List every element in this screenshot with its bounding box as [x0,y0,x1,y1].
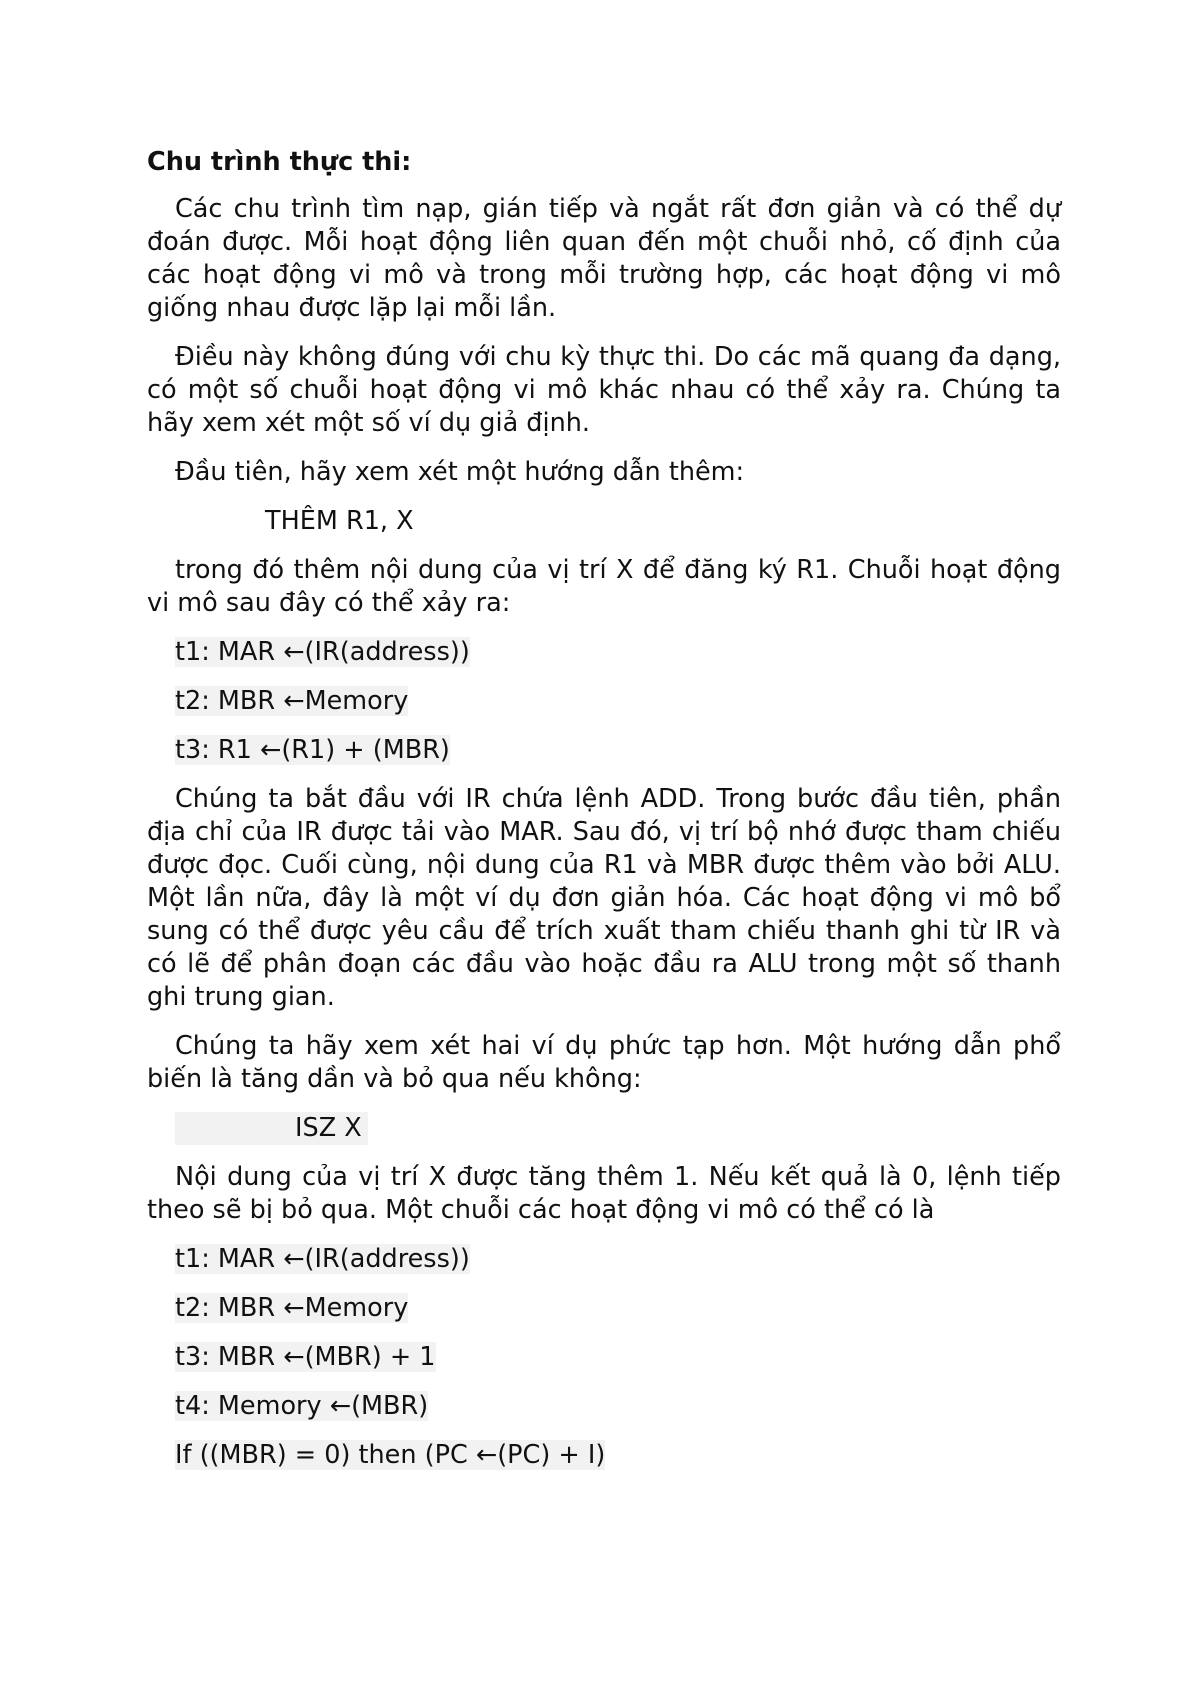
isz-step-if-text: If ((MBR) = 0) then (PC ←(PC) + I) [175,1440,606,1470]
isz-step-t3-text: t3: MBR ←(MBR) + 1 [175,1342,436,1372]
paragraph-6: Chúng ta hãy xem xét hai ví dụ phức tạp hơn. Một hướng dẫn phổ biến là tăng dần và bỏ qua nếu không: [147,1031,1061,1094]
add-step-t3-text: t3: R1 ←(R1) + (MBR) [175,735,450,765]
document-page [147,140,1061,1488]
isz-step-if [147,1439,1061,1472]
isz-step-t1 [147,1243,1061,1276]
instruction-them-text: THÊM R1, X [265,506,414,536]
instruction-isz [147,1112,1061,1145]
instruction-isz-text: ISZ X [175,1112,368,1145]
paragraph-7: Nội dung của vị trí X được tăng thêm 1. Nếu kết quả là 0, lệnh tiếp theo sẽ bị bỏ qua. Một chuỗi các hoạt động vi mô có thể có là [147,1162,1061,1225]
isz-step-t4-text: t4: Memory ←(MBR) [175,1391,429,1421]
isz-step-t1-text: t1: MAR ←(IR(address)) [175,1244,470,1274]
isz-step-t2-text: t2: MBR ←Memory [175,1293,409,1323]
add-step-t2 [147,685,1061,718]
add-step-t1-text: t1: MAR ←(IR(address)) [175,637,470,667]
add-step-t3 [147,734,1061,767]
paragraph-2: Điều này không đúng với chu kỳ thực thi. Do các mã quang đa dạng, có một số chuỗi hoạt động vi mô khác nhau có thể xảy ra. Chúng ta hãy xem xét một số ví dụ giả định. [147,342,1061,438]
isz-step-t4 [147,1390,1061,1423]
paragraph-1: Các chu trình tìm nạp, gián tiếp và ngắt rất đơn giản và có thể dự đoán được. Mỗi hoạt động liên quan đến một chuỗi nhỏ, cố định của các hoạt động vi mô và trong mỗi trường hợp, các hoạt động vi mô giống nhau được lặp lại mỗi lần. [147,194,1061,323]
paragraph-4: trong đó thêm nội dung của vị trí X để đăng ký R1. Chuỗi hoạt động vi mô sau đây có thể xảy ra: [147,555,1061,618]
section-heading: Chu trình thực thi: [147,147,412,177]
add-step-t2-text: t2: MBR ←Memory [175,686,409,716]
paragraph-3: Đầu tiên, hãy xem xét một hướng dẫn thêm: [175,457,745,487]
add-step-t1 [147,636,1061,669]
isz-step-t3 [147,1341,1061,1374]
paragraph-5: Chúng ta bắt đầu với IR chứa lệnh ADD. Trong bước đầu tiên, phần địa chỉ của IR được tải vào MAR. Sau đó, vị trí bộ nhớ được tham chiếu được đọc. Cuối cùng, nội dung của R1 và MBR được thêm vào bởi ALU. Một lần nữa, đây là một ví dụ đơn giản hóa. Các hoạt động vi mô bổ sung có thể được yêu cầu để trích xuất tham chiếu thanh ghi từ IR và có lẽ để phân đoạn các đầu vào hoặc đầu ra ALU trong một số thanh ghi trung gian. [147,784,1061,1012]
isz-step-t2 [147,1292,1061,1325]
instruction-them [147,505,1061,538]
